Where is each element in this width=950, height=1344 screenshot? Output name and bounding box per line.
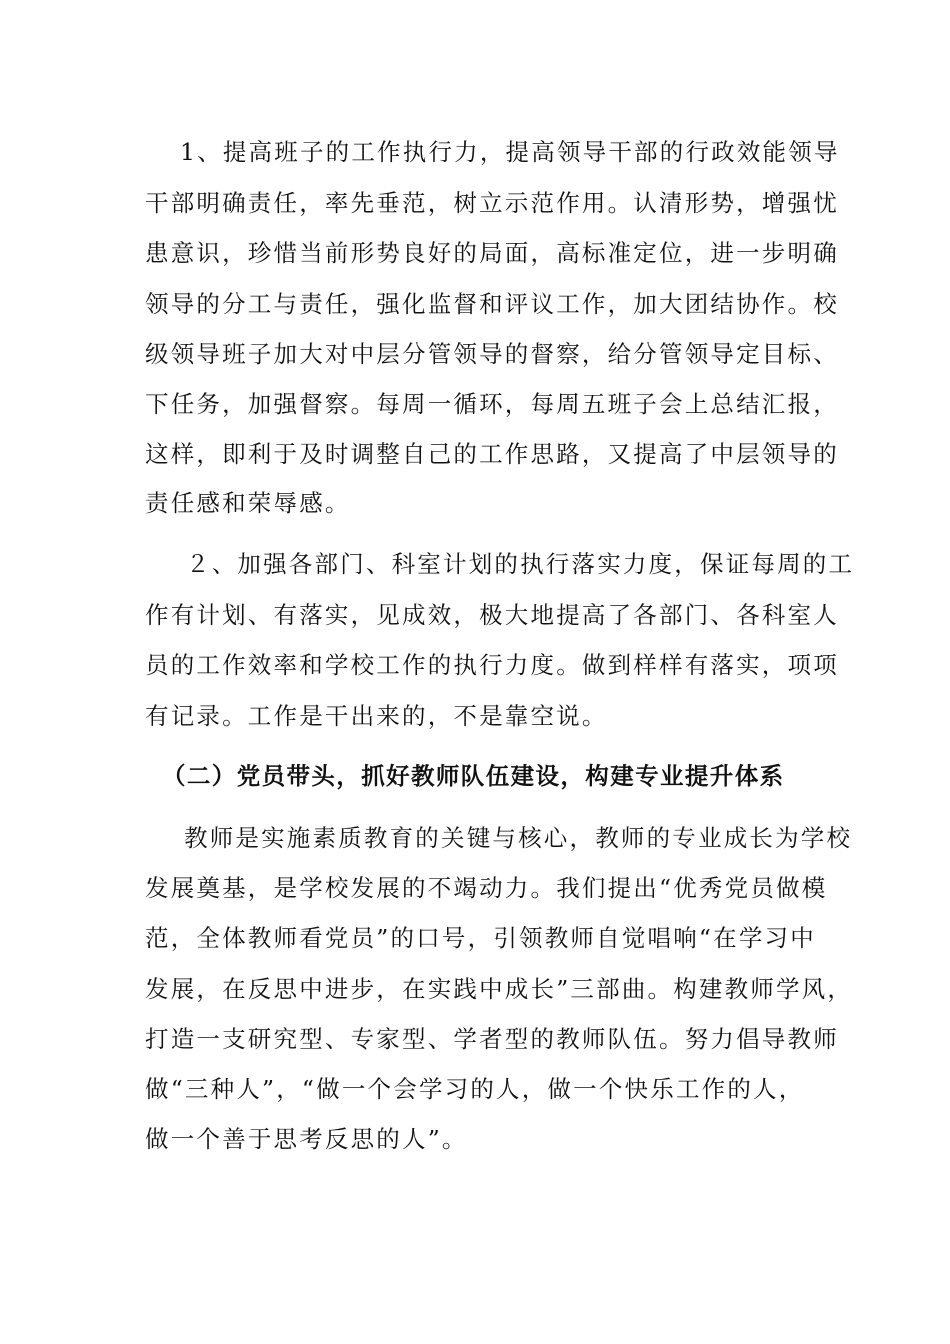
paragraph-2-line-1: ２、加强各部门、科室计划的执行落实力度，保证每周的工 — [186, 550, 855, 578]
paragraph-1-line-7: 这样，即利于及时调整自己的工作思路，又提高了中层领导的 — [145, 440, 839, 468]
paragraph-1-line-3: 患意识，珍惜当前形势良好的局面，高标准定位，进一步明确 — [145, 239, 839, 267]
paragraph-3-line-6: 做“三种人”，“做一个会学习的人，做一个快乐工作的人， — [145, 1075, 805, 1103]
paragraph-3-line-2: 发展奠基，是学校发展的不竭动力。我们提出“优秀党员做模 — [145, 874, 828, 902]
paragraph-1-line-1: 1、提高班子的工作执行力，提高领导干部的行政效能领导 — [180, 138, 840, 166]
paragraph-3-line-1: 教师是实施素质教育的关键与核心，教师的专业成长为学校 — [184, 824, 853, 852]
paragraph-2-line-3: 员的工作效率和学校工作的执行力度。做到样样有落实，项项 — [145, 651, 839, 679]
paragraph-1-line-8: 责任感和荣辱感。 — [145, 489, 351, 517]
paragraph-3-line-5: 打造一支研究型、专家型、学者型的教师队伍。努力倡导教师 — [145, 1025, 839, 1053]
paragraph-1-line-4: 领导的分工与责任，强化监督和评议工作，加大团结协作。校 — [145, 290, 839, 318]
paragraph-2-line-4: 有记录。工作是干出来的，不是靠空说。 — [145, 702, 608, 730]
section-heading: （二）党员带头，抓好教师队伍建设，构建专业提升体系 — [162, 762, 785, 790]
paragraph-1-line-5: 级领导班子加大对中层分管领导的督察，给分管领导定目标、 — [145, 340, 839, 368]
paragraph-1-line-6: 下任务，加强督察。每周一循环，每周五班子会上总结汇报， — [145, 390, 839, 418]
paragraph-3-line-4: 发展，在反思中进步，在实践中成长”三部曲。构建教师学风， — [145, 975, 854, 1003]
paragraph-2-line-2: 作有计划、有落实，见成效，极大地提高了各部门、各科室人 — [145, 601, 839, 629]
paragraph-1-line-2: 干部明确责任，率先垂范，树立示范作用。认清形势，增强忧 — [145, 189, 839, 217]
paragraph-3-line-3: 范，全体教师看党员”的口号，引领教师自觉唱响“在学习中 — [145, 924, 816, 952]
paragraph-3-line-7: 做一个善于思考反思的人”。 — [145, 1125, 468, 1153]
